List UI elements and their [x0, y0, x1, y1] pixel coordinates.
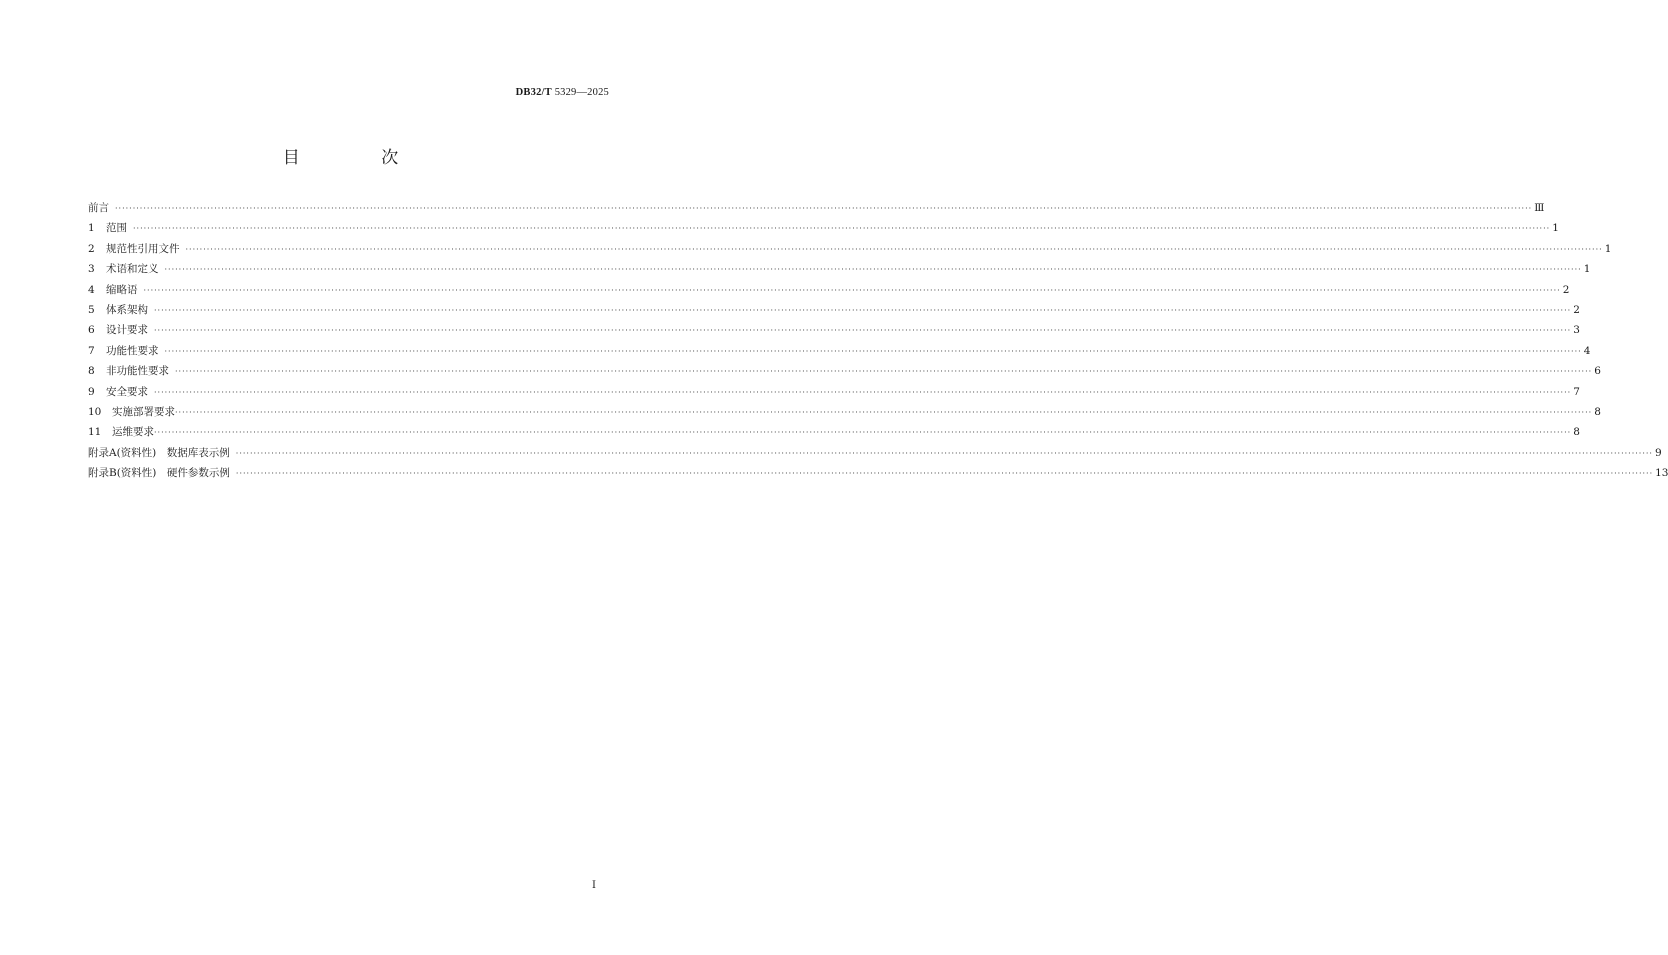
- toc-entry-label: [88, 201, 109, 215]
- toc-entry-page: 9: [1654, 446, 1662, 459]
- toc-entry-label: [88, 466, 230, 480]
- toc-entry-page: 8: [1594, 405, 1601, 418]
- toc-entry-label: [88, 283, 138, 297]
- toc-entry-label: [88, 446, 230, 460]
- toc-entry-number: 7: [88, 344, 95, 357]
- toc-leader-dots: ················································································································································································································································································································································································································: [175, 367, 1593, 377]
- toc-leader-dots: ················································································································································································································································································································································································································: [235, 469, 1654, 479]
- toc-entry-number: 2: [88, 242, 95, 255]
- toc-entry-number: 8: [88, 365, 95, 378]
- toc-entry-number: 5: [88, 303, 95, 316]
- toc-entry[interactable]: [88, 283, 1570, 303]
- toc-entry-number: 9: [88, 385, 95, 398]
- toc-entry-number: 10: [88, 405, 102, 418]
- toc-entry[interactable]: [88, 323, 1580, 343]
- toc-entry-page: 8: [1573, 426, 1580, 439]
- toc-entry[interactable]: [88, 405, 1601, 425]
- toc-entry-title: 体系架构: [106, 303, 148, 316]
- toc-entry-title: 缩略语: [106, 283, 138, 296]
- toc-entry[interactable]: [88, 221, 1559, 241]
- toc-leader-dots: ················································································································································································································································································································································································································: [143, 285, 1561, 295]
- toc-leader-dots: ················································································································································································································································································································································································································: [185, 244, 1603, 254]
- toc-entry-title: 设计要求: [106, 324, 148, 337]
- toc-leader-dots: ················································································································································································································································································································································································································: [154, 387, 1572, 397]
- toc-entry[interactable]: [88, 201, 1545, 221]
- toc-entry[interactable]: [88, 425, 1580, 445]
- document-code: [516, 87, 609, 98]
- toc-entry-label: [88, 262, 159, 276]
- toc-entry[interactable]: [88, 262, 1591, 282]
- toc-entry[interactable]: [88, 344, 1591, 364]
- toc-entry[interactable]: [88, 385, 1580, 405]
- toc-entry-page: 2: [1562, 283, 1570, 296]
- toc-entry-page: 13: [1655, 467, 1668, 480]
- page-number: Ⅰ: [592, 880, 596, 891]
- toc-entry-title: 术语和定义: [106, 263, 159, 276]
- toc-leader-dots: ················································································································································································································································································································································································································: [154, 305, 1572, 315]
- toc-entry-label: [88, 323, 148, 337]
- toc-entry-title: 运维要求: [112, 426, 154, 439]
- toc-entry-number: 11: [88, 426, 102, 439]
- toc-entry-title: 功能性要求: [106, 344, 159, 357]
- toc-entry-title: 规范性引用文件: [106, 242, 180, 255]
- toc-entry-label: [88, 425, 154, 439]
- toc-entry-page: 2: [1573, 303, 1580, 316]
- toc-entry-title: 实施部署要求: [112, 405, 175, 418]
- toc-entry-number: 4: [88, 283, 95, 296]
- toc-entry[interactable]: [88, 303, 1580, 323]
- toc-entry-label: [88, 242, 180, 256]
- document-code-number: 5329—2025: [554, 87, 609, 98]
- toc-entry[interactable]: [88, 446, 1662, 466]
- toc-entry-page: 7: [1573, 385, 1580, 398]
- toc-entry-number: 6: [88, 324, 95, 337]
- toc-leader-dots: ················································································································································································································································································································································································································: [115, 204, 1533, 213]
- toc-entry-title: 安全要求: [106, 385, 148, 398]
- document-code-prefix: DB32/T: [515, 87, 552, 98]
- toc-leader-dots: ················································································································································································································································································································································································································: [164, 265, 1582, 275]
- toc-entry-label: [88, 221, 127, 235]
- toc-entry-page: 1: [1583, 263, 1591, 276]
- toc-entry-title: 附录A(资料性) 数据库表示例: [88, 446, 230, 459]
- toc-entry-number: 1: [88, 222, 95, 235]
- toc-leader-dots: ················································································································································································································································································································································································································: [235, 448, 1653, 458]
- toc-entry-number: 3: [88, 263, 95, 276]
- table-of-contents: [88, 201, 1668, 486]
- toc-leader-dots: ················································································································································································································································································································································································································: [175, 407, 1593, 417]
- toc-entry-label: [88, 303, 148, 317]
- toc-entry-label: [88, 364, 169, 378]
- toc-entry[interactable]: [88, 242, 1612, 262]
- toc-entry[interactable]: [88, 364, 1601, 384]
- toc-title: 目 次: [282, 148, 437, 168]
- toc-entry-page: 3: [1573, 324, 1580, 337]
- toc-leader-dots: ················································································································································································································································································································································································································: [154, 428, 1572, 438]
- toc-leader-dots: ················································································································································································································································································································································································································: [133, 224, 1551, 234]
- toc-entry-page: 6: [1594, 365, 1601, 378]
- toc-leader-dots: ················································································································································································································································································································································································································: [154, 326, 1572, 336]
- toc-entry-page: 4: [1583, 344, 1591, 357]
- toc-entry-label: [88, 385, 148, 399]
- toc-entry-title: 附录B(资料性) 硬件参数示例: [88, 467, 230, 480]
- toc-entry-page: 1: [1604, 242, 1612, 255]
- toc-entry-page: Ⅲ: [1534, 202, 1545, 214]
- toc-leader-dots: ················································································································································································································································································································································································································: [164, 346, 1582, 356]
- toc-entry[interactable]: [88, 466, 1668, 486]
- toc-entry-title: 前言: [88, 202, 109, 214]
- toc-entry-title: 范围: [106, 222, 127, 235]
- toc-entry-label: [88, 405, 175, 419]
- toc-entry-label: [88, 344, 159, 358]
- toc-entry-page: 1: [1552, 222, 1559, 235]
- toc-entry-title: 非功能性要求: [106, 365, 169, 378]
